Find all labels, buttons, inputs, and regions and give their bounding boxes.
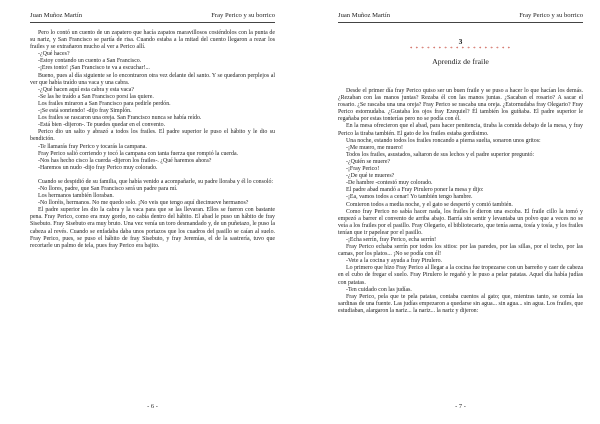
paragraph: -Te llamarás fray Perico y tocarás la campana. [38, 143, 147, 150]
paragraph: -¿Quién se muere? [346, 158, 391, 165]
paragraph: -¿Qué haces? [38, 51, 70, 58]
right-page-body [338, 88, 583, 315]
paragraph: -No llores, padre, que San Francisco será un padre para mí. [38, 185, 178, 192]
paragraph: Una noche, estando todos los frailes roncando a pierna suelta, sonaron unos gritos: [346, 137, 541, 144]
paragraph: -¡Ea, vamos todos a cenar! Yo también tengo hambre. [346, 194, 473, 201]
paragraph: Perico dio un salto y abrazó a todos los frailes. El padre superior le puso el hábito y le dio su bendición. [30, 129, 275, 143]
paragraph: En la mesa ofrecieron que el abad, para hacer penitencia, tiraba la comida debajo de la mesa, y fray Perico la tiraba también. El gato de los frailes estaba gordísimo. [338, 123, 583, 137]
paragraph: -No lloréis, hermanos. No me quedo solo. ¡No veis que tengo aquí diecinueve hermanos? [38, 200, 249, 207]
paragraph: El padre abad mandó a Fray Pirulero poner la mesa y dijo: [346, 187, 484, 194]
paragraph: Desde el primer día fray Perico quiso ser un buen fraile y se puso a hacer lo que hacían los demás. ¿Rezaban con las manos juntas? Rezaba él con las manos juntas. ¿Sacaban el rosario? A sacar el rosario. ¿Se rascaba una una oreja? Fray Perico se rascaba una oreja. ¿Estornudaba fray Olegario? Fray Perico estornudaba. ¿Gustaba los ojos fray Ezequiel? Él también los guiñaba. El padre superior le regañaba por estas tonterías pero no se podía con él. [338, 88, 583, 123]
header-author: Juan Muñoz Martín [338, 12, 391, 19]
paragraph: -¡Eres tonto! ¡San Francisco te va a escuchar!... [38, 65, 150, 72]
paragraph: -Se las he traído a San Francisco porsi las quiere. [38, 93, 154, 100]
left-page-body [30, 30, 275, 250]
paragraph: -¿De qué te mueres? [346, 173, 395, 180]
page-number: - 6 - [147, 403, 158, 410]
paragraph: Como fray Perico no sabía hacer nada, los frailes le dieron una escoba. El fraile cillo la tomó y empezó a barrer el convento de arriba abajo. Barría sin sentir y levantaba un polvo que a veces no se veía a los frailes por el pasillo. Fray Olegario, el bibliotecario, que tenía asma, tosía y tosía, y los frailes tenían que ir papelear por el pasillo. [338, 208, 583, 236]
header-title: Fray Perico y su borrico [211, 12, 275, 19]
paragraph: Los frailes se rascaron una oreja. San Francisco nunca se había reído. [38, 115, 202, 122]
paragraph: -De hambre -contestó muy colorado. [346, 180, 433, 187]
paragraph: -Vete a la cocina y ayuda a fray Pirulero. [346, 258, 443, 265]
paragraph: Bueno, pues al día siguiente se lo encontraron otra vez delante del santo. Y se quedaron perplejos al ver que había traído una vaca y una cabra. [30, 72, 275, 86]
paragraph: Pero lo contó un cuento de un zapatero que hacía zapatos maravillosos cosiéndolos con la punta de su nariz, y San Francisco se partía de risa. Cuando estaba a la mitad del cuento llegaron a rezar los frailes y se extrañaron mucho al ver a Perico allí. [30, 30, 275, 51]
paragraph: Fray Perico echaba serrín por todos los sitios: por las paredes, por las sillas, por el techo, por las camas, por los platos... ¡No se podía con él! [338, 244, 583, 258]
header-author: Juan Muñoz Martín [30, 12, 83, 19]
paragraph: -Ten cuidado con las judías. [346, 286, 412, 293]
left-page [4, 0, 287, 424]
paragraph: Lo primero que hizo Fray Perico al llegar a la cocina fue tropezarse con un barreño y caer de cabeza en el cubo de fregar el suelo. Fray Pirulero le regañó y le puso a pelar patatas. Aquel día había judías con patatas. [338, 265, 583, 286]
paragraph: Todos los frailes, asustados, saltaron de sus lechos y el padre superior preguntó: [346, 151, 535, 158]
paragraph: Comieron todos a media noche, y el gato se despertó y comió también. [346, 201, 513, 208]
paragraph: -¡Se está sonriendo! -dijo fray Simplón. [38, 108, 132, 115]
paragraph: -Nos has hecho cisco la cuerda -dijeron los frailes-. ¿Qué haremos ahora? [38, 157, 212, 164]
paragraph: Fray Perico, pela que te pela patatas, contaba cuentos al gato; que, mientras tanto, se comía las sardinas de una fuente. Las judías empezaron a quedarse sin agua... sin agua... sin agua. Los frailes, que estudiaban, alargaron la nariz... la nariz... la nariz y dijeron: [338, 293, 583, 314]
paragraph: Los frailes miraron a San Francisco para pedirle perdón. [38, 100, 171, 107]
paragraph: -Haremos un nudo -dijo fray Perico muy colorado. [38, 164, 158, 171]
paragraph: -Está bien -dijeron-. Te puedes quedar en el convento. [38, 122, 166, 129]
right-page [312, 0, 595, 424]
chapter-title: Aprendiz de fraile [432, 57, 489, 66]
paragraph: El padre superior les dio la cabra y la vaca para que se las llevaran. Ellos se fueron con bastante pena. Fray Perico, como era muy gordo, no cabía dentro del hábito. El abad le puso un hábito de fray Sisebuto. Fray Sisebuto era muy bruto. Una vez venía un toro desmandado y, de un puñetazo, le puso la cabeza al revés. Cuando se enfadaba daba unos portazos que los cuadros del pasillo se caían al suelo. Fray Perico, pues, se puso el hábito de fray Sisebuto, y fray Jeremías, el de la sastrería, tuvo que recortarle un palmo de tela, pues fray Perico era bajito. [30, 207, 275, 249]
page-header [338, 10, 583, 23]
header-title: Fray Perico y su borrico [519, 12, 583, 19]
paragraph: -¡Me muero, me muero! [346, 144, 403, 151]
paragraph: -Estoy contando un cuento a San Francisco. [38, 58, 142, 65]
paragraph: Cuando se despidió de su familia, que había venido a acompañarle, su padre lloraba y él lo consoló: [38, 178, 274, 185]
paragraph: -¡Echa serrín, fray Perico, echa serrín! [346, 236, 437, 243]
paragraph: -¿Qué hacen aquí esta cabra y esta vaca? [38, 86, 134, 93]
chapter-ornament: * * * * * * * * * * * * * * * * * * [409, 47, 512, 52]
page-header [30, 10, 275, 23]
paragraph: -¡Fray Perico! [346, 166, 380, 173]
paragraph: Los hermanos también lloraban. [38, 193, 114, 200]
paragraph: Fray Perico salió corriendo y tocó la campana con tanta fuerza que rompió la cuerda. [38, 150, 239, 157]
chapter-number: 3 [458, 37, 463, 46]
page-number: - 7 - [455, 403, 466, 410]
